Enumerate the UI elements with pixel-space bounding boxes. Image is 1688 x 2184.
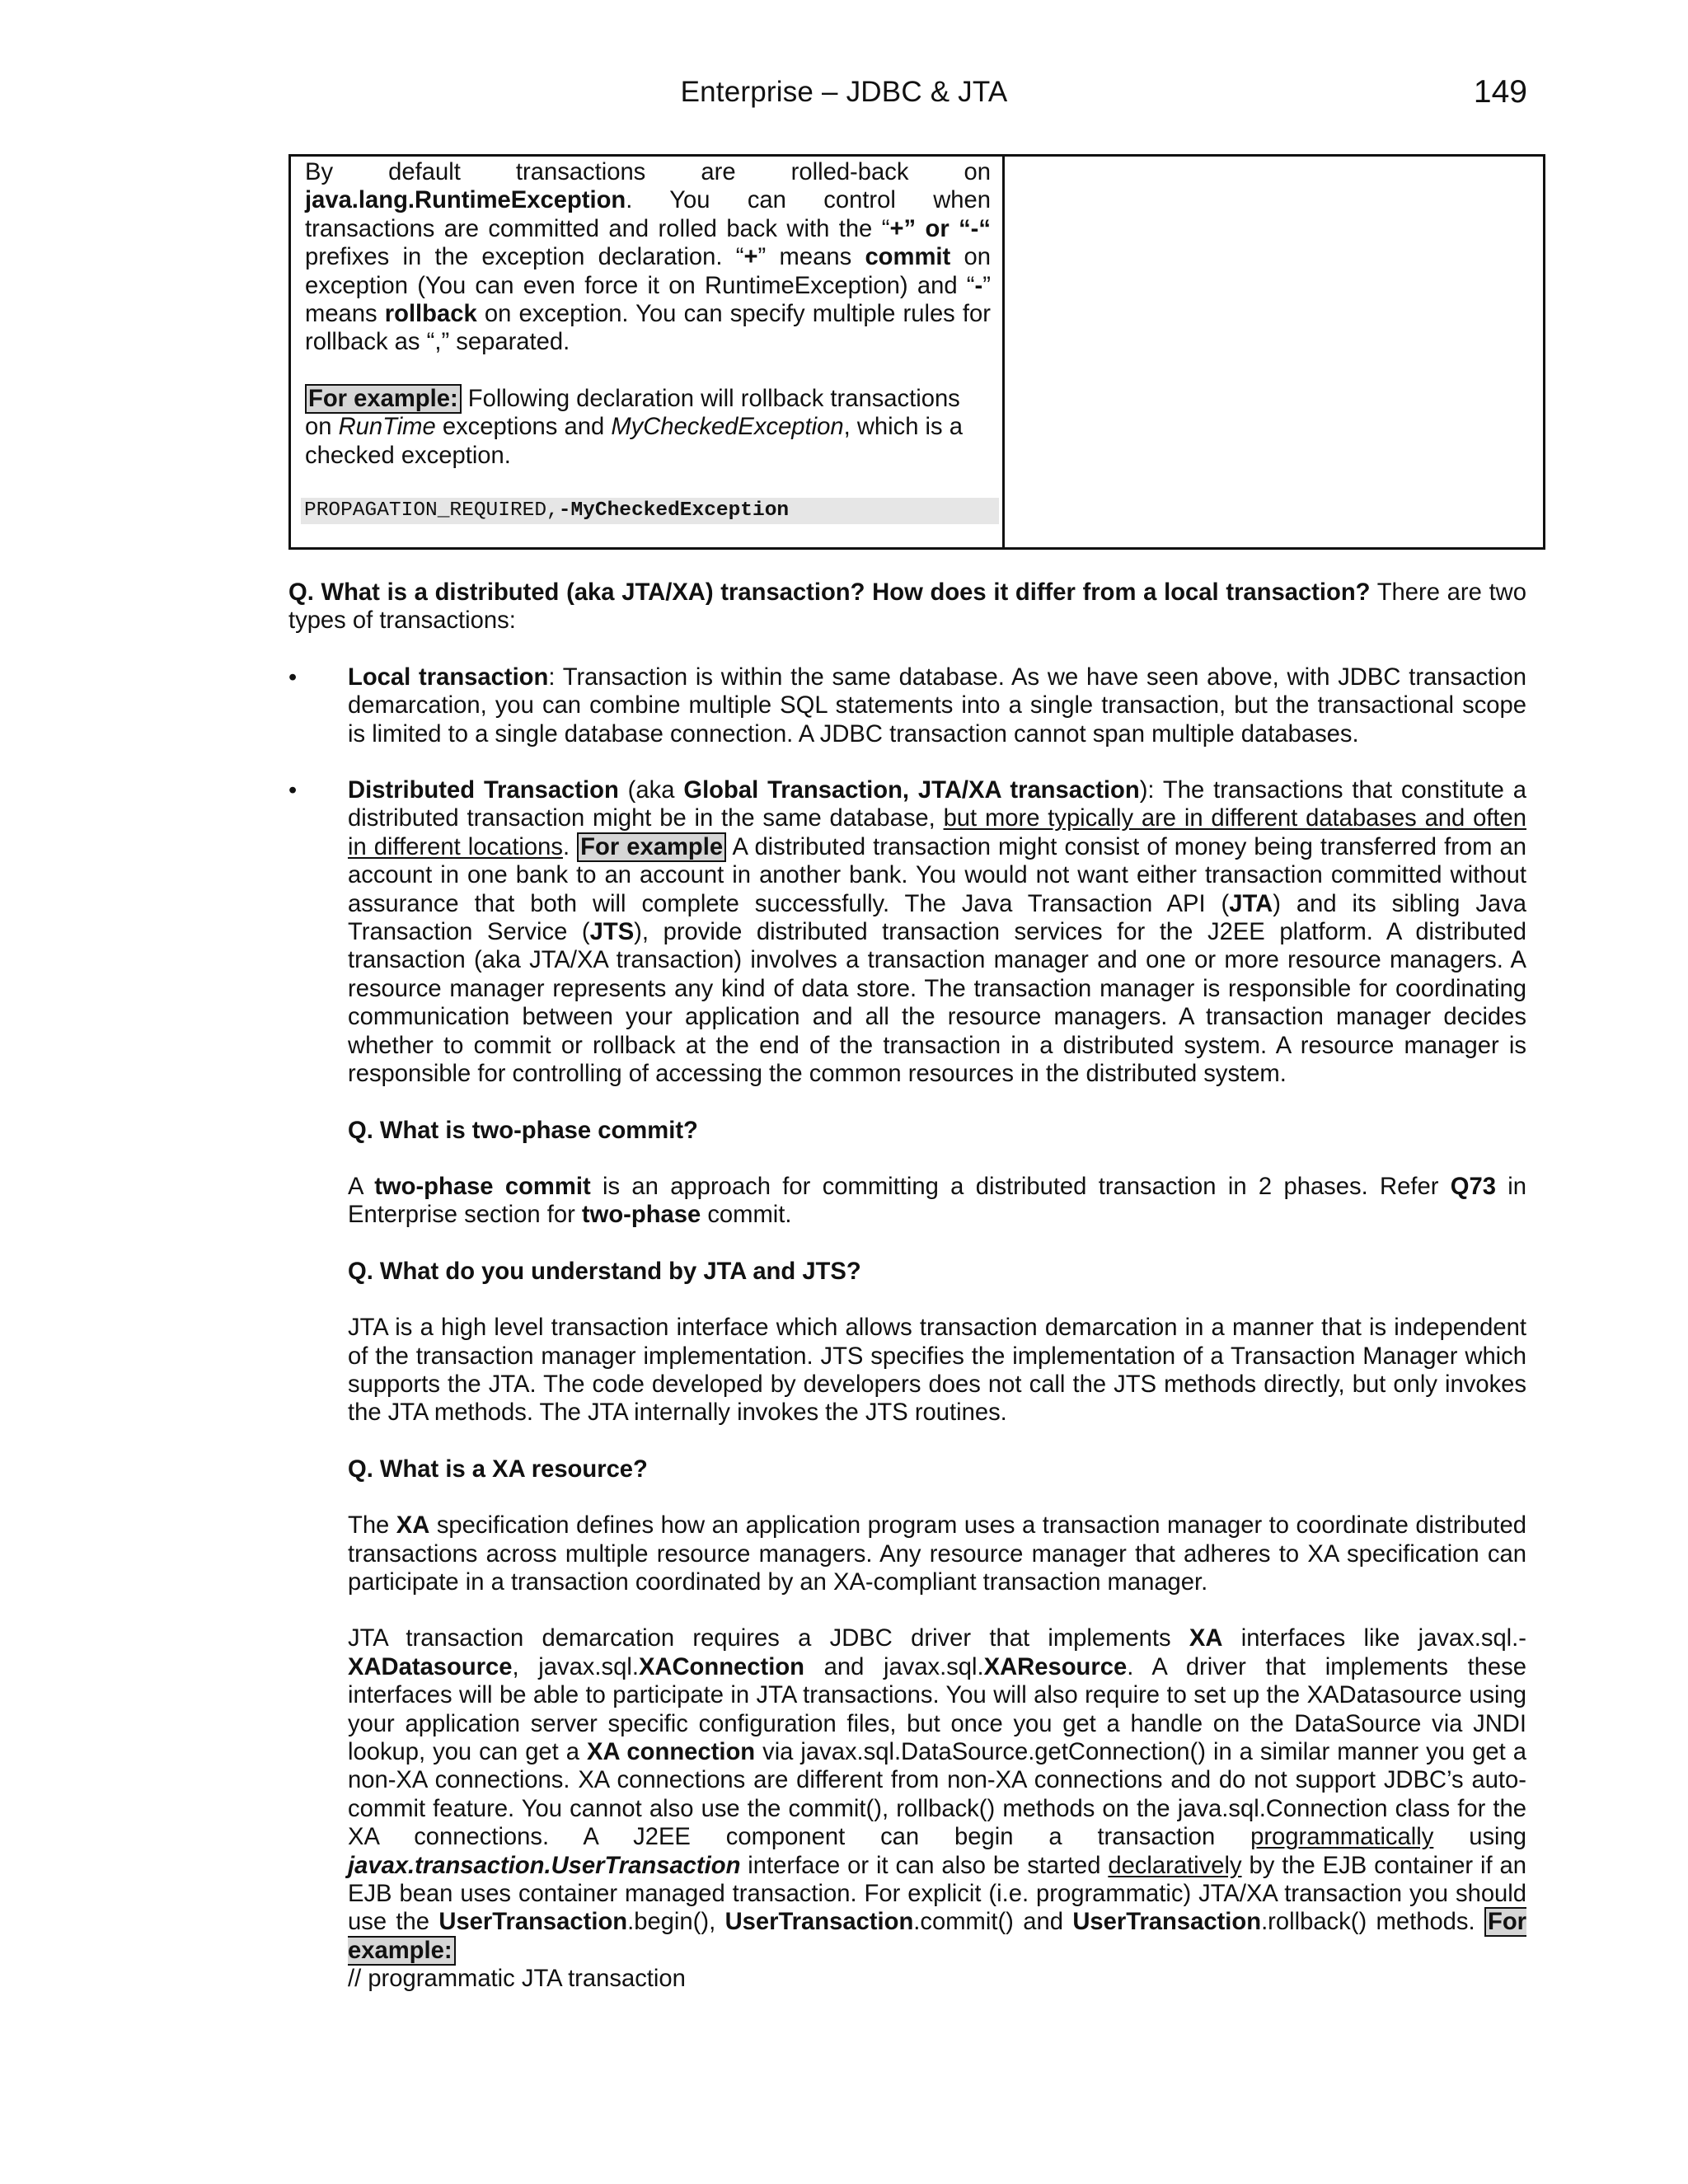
for-example-label: For example (577, 832, 726, 862)
answer-xa-p2: JTA transaction demarcation requires a JDBC driver that implements XA interfaces like javax.sql.-XADatasource, javax.sql.XAConnection and javax.sql.XAResource. A driver that implements these interfaces will be able to participate in JTA transactions. You will also require to set up the XADatasource using your application server specific configuration files, but once you get a handle on the DataSource via JNDI lookup, you can get a XA connection via javax.sql.DataSource.getConnection() in a similar manner you get a non-XA connections. XA connections are different from non-XA connections and do not support JDBC’s auto-commit feature. You cannot also use the commit(), rollback() methods on the java.sql.Connection class for the XA connections. A J2EE component can begin a transaction programmatically using javax.transaction.UserTransaction interface or it can also be started declaratively by the EJB container if an EJB bean uses container managed transaction. For explicit (i.e. programmatic) JTA/XA transaction you should use the UserTransaction.begin(), UserTransaction.commit() and UserTransaction.rollback() methods. For example: (348, 1625, 1527, 1964)
question-jta-jts: Q. What do you understand by JTA and JTS? (348, 1258, 861, 1285)
for-example-label: For example: (305, 384, 462, 414)
answer-two-phase: A two-phase commit is an approach for committing a distributed transaction in 2 phases. Refer Q73 in Enterprise section for two-phase commit. (348, 1173, 1527, 1229)
for-example-label: For example: (348, 1909, 1527, 1964)
page-number: 149 (1473, 74, 1527, 110)
rollback-rules-paragraph: By default transactions are rolled-back on java.lang.RuntimeException. You can control when transactions are committed and rolled back with the “+” or “-“ prefixes in the exception declaration. “+” means commit on exception (You can even force it on RuntimeException) and “-” means rollback on exception. You can specify multiple rules for rollback as “,” separated. (305, 159, 992, 356)
rollback-example-paragraph: For example: Following declaration will rollback transactions on RunTime exceptions and MyCheckedException, which is a checked exception. (305, 385, 963, 469)
bullet-icon: • (288, 777, 298, 804)
question-two-phase: Q. What is two-phase commit? (348, 1117, 698, 1144)
list-item-local: • Local transaction: Transaction is within the same database. As we have seen above, with JDBC transaction demarcation, you can combine multiple SQL statements into a single transaction, but the transactional scope is limited to a single database connection. A JDBC transaction cannot span multiple databases. (288, 663, 1526, 748)
answer-jta-jts: JTA is a high level transaction interface which allows transaction demarcation in a manner that is independent of the transaction manager implementation. JTS specifies the implementation of a Transaction Manager which supports the JTA. The code developed by developers does not call the JTS methods directly, but only invokes the JTA methods. The JTA internally invokes the JTS routines. (348, 1315, 1526, 1427)
question-xa-resource: Q. What is a XA resource? (348, 1455, 648, 1483)
table-cell-left (291, 157, 1005, 547)
sub-questions (288, 1089, 1526, 1994)
page-header-title: Enterprise – JDBC & JTA (680, 76, 1008, 108)
code-snippet: PROPAGATION_REQUIRED,-MyCheckedException (301, 498, 999, 524)
main-content (288, 579, 1526, 1994)
list-item-distributed: • Distributed Transaction (aka Global Transaction, JTA/XA transaction): The transactions that constitute a distributed transaction might be in the same database, but more typically are in different databases and often in different locations. For example A distributed transaction might consist of money being transferred from an account in one bank to an account in another bank. You would not want either transaction committed without assurance that both will complete successfully. The Java Transaction API (JTA) and its sibling Java Transaction Service (JTS), provide distributed transaction services for the J2EE platform. A distributed transaction (aka JTA/XA transaction) involves a transaction manager and one or more resource managers. A resource manager represents any kind of data store. The transaction manager is responsible for coordinating communication between your application and all the resource managers. A transaction manager decides whether to commit or rollback at the end of the transaction in a distributed system. A resource manager is responsible for controlling of accessing the common resources in the distributed system. (288, 777, 1527, 1088)
code-comment: // programmatic JTA transaction (348, 1966, 686, 1993)
answer-xa-p1: The XA specification defines how an application program uses a transaction manager to coordinate distributed transactions across multiple resource managers. Any resource manager that adheres to XA specification can participate in a transaction coordinated by an XA-compliant transaction manager. (348, 1512, 1526, 1596)
table-cell-right (1005, 157, 1543, 547)
transaction-types-list (288, 663, 1526, 1089)
bullet-icon: • (288, 663, 298, 691)
rollback-rules-table (288, 154, 1545, 550)
question-distributed: Q. What is a distributed (aka JTA/XA) transaction? How does it differ from a local transaction? There are two types of transactions: (288, 579, 1526, 635)
